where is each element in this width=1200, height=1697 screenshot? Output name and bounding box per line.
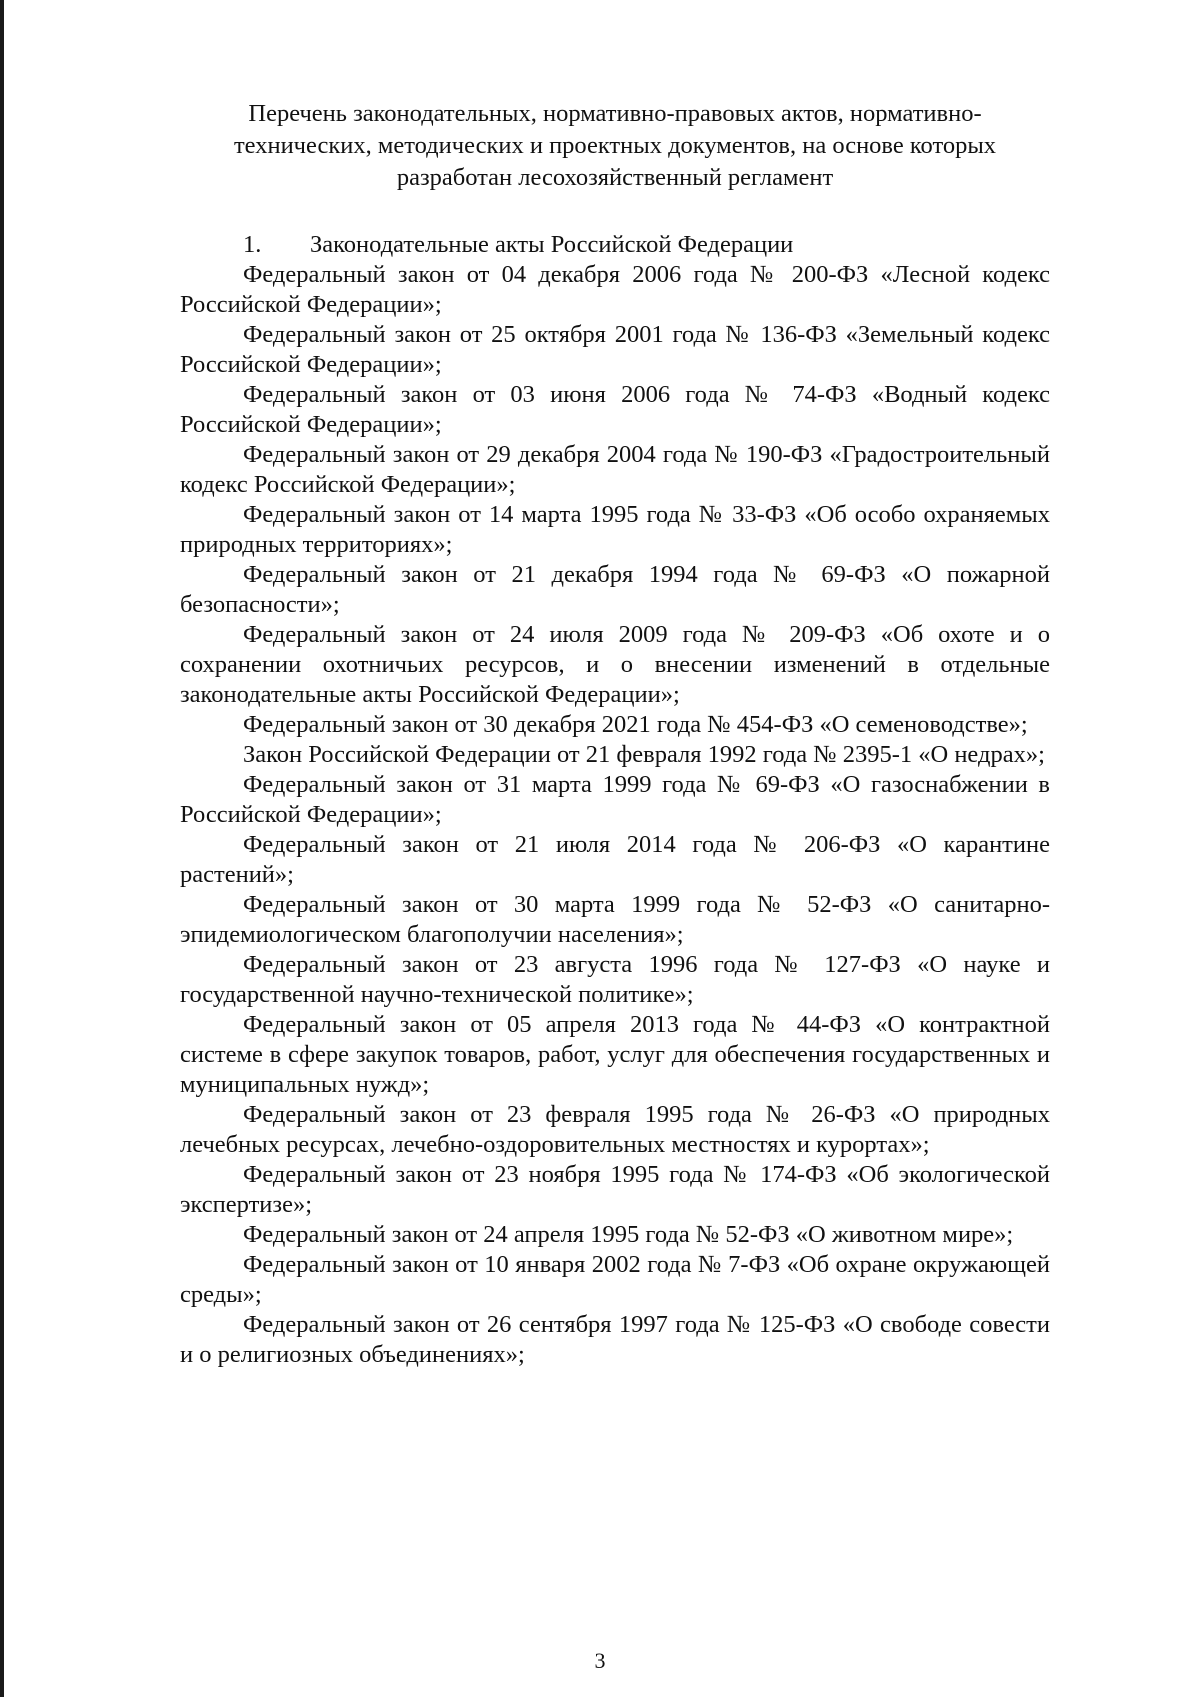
title-line-1: Перечень законодательных, нормативно-правовых актов, нормативно- — [248, 100, 982, 127]
section-number: 1. — [243, 231, 262, 258]
law-entry: Федеральный закон от 10 января 2002 года № 7-ФЗ «Об охране окружающей среды»; — [180, 1251, 1050, 1308]
scan-left-edge — [0, 0, 4, 1697]
law-entry: Федеральный закон от 23 ноября 1995 года № 174-ФЗ «Об экологической экспертизе»; — [180, 1161, 1050, 1218]
law-entry: Федеральный закон от 23 августа 1996 года № 127-ФЗ «О науке и государственной научно-технической политике»; — [180, 951, 1050, 1008]
section-title: Законодательные акты Российской Федерации — [310, 231, 794, 258]
law-entry: Федеральный закон от 03 июня 2006 года № 74-ФЗ «Водный кодекс Российской Федерации»; — [180, 381, 1050, 438]
law-entry: Федеральный закон от 23 февраля 1995 года № 26-ФЗ «О природных лечебных ресурсах, лечебно-оздоровительных местностях и курортах»; — [180, 1101, 1050, 1158]
title-line-3: разработан лесохозяйственный регламент — [396, 164, 834, 191]
law-entry: Закон Российской Федерации от 21 февраля 1992 года № 2395-1 «О недрах»; — [243, 741, 1045, 768]
law-list — [180, 260, 1050, 1370]
law-entry: Федеральный закон от 26 сентября 1997 года № 125-ФЗ «О свободе совести и о религиозных объединениях»; — [180, 1311, 1050, 1368]
document-title — [180, 98, 1050, 194]
law-entry: Федеральный закон от 05 апреля 2013 года № 44-ФЗ «О контрактной системе в сфере закупок товаров, работ, услуг для обеспечения государственных и муниципальных нужд»; — [180, 1011, 1050, 1098]
title-line-2: технических, методических и проектных документов, на основе которых — [233, 132, 997, 159]
law-entry: Федеральный закон от 29 декабря 2004 года № 190-ФЗ «Градостроительный кодекс Российской Федерации»; — [180, 441, 1050, 498]
law-entry: Федеральный закон от 21 июля 2014 года № 206-ФЗ «О карантине растений»; — [180, 831, 1050, 888]
section-heading — [180, 230, 1050, 260]
law-entry: Федеральный закон от 30 марта 1999 года № 52-ФЗ «О санитарно-эпидемиологическом благополучии населения»; — [180, 891, 1050, 948]
law-entry: Федеральный закон от 21 декабря 1994 года № 69-ФЗ «О пожарной безопасности»; — [180, 561, 1050, 618]
law-entry: Федеральный закон от 04 декабря 2006 года № 200-ФЗ «Лесной кодекс Российской Федерации»; — [180, 261, 1050, 318]
page-number: 3 — [594, 1648, 606, 1673]
document-page — [180, 98, 1050, 1370]
law-entry: Федеральный закон от 25 октября 2001 года № 136-ФЗ «Земельный кодекс Российской Федерации»; — [180, 321, 1050, 378]
law-entry: Федеральный закон от 14 марта 1995 года № 33-ФЗ «Об особо охраняемых природных территориях»; — [180, 501, 1050, 558]
law-entry: Федеральный закон от 24 апреля 1995 года № 52-ФЗ «О животном мире»; — [243, 1221, 1014, 1248]
law-entry: Федеральный закон от 30 декабря 2021 года № 454-ФЗ «О семеноводстве»; — [243, 711, 1028, 738]
law-entry: Федеральный закон от 31 марта 1999 года № 69-ФЗ «О газоснабжении в Российской Федерации»; — [180, 771, 1050, 828]
law-entry: Федеральный закон от 24 июля 2009 года № 209-ФЗ «Об охоте и о сохранении охотничьих ресурсов, и о внесении изменений в отдельные законодательные акты Российской Федерации»; — [180, 621, 1050, 708]
